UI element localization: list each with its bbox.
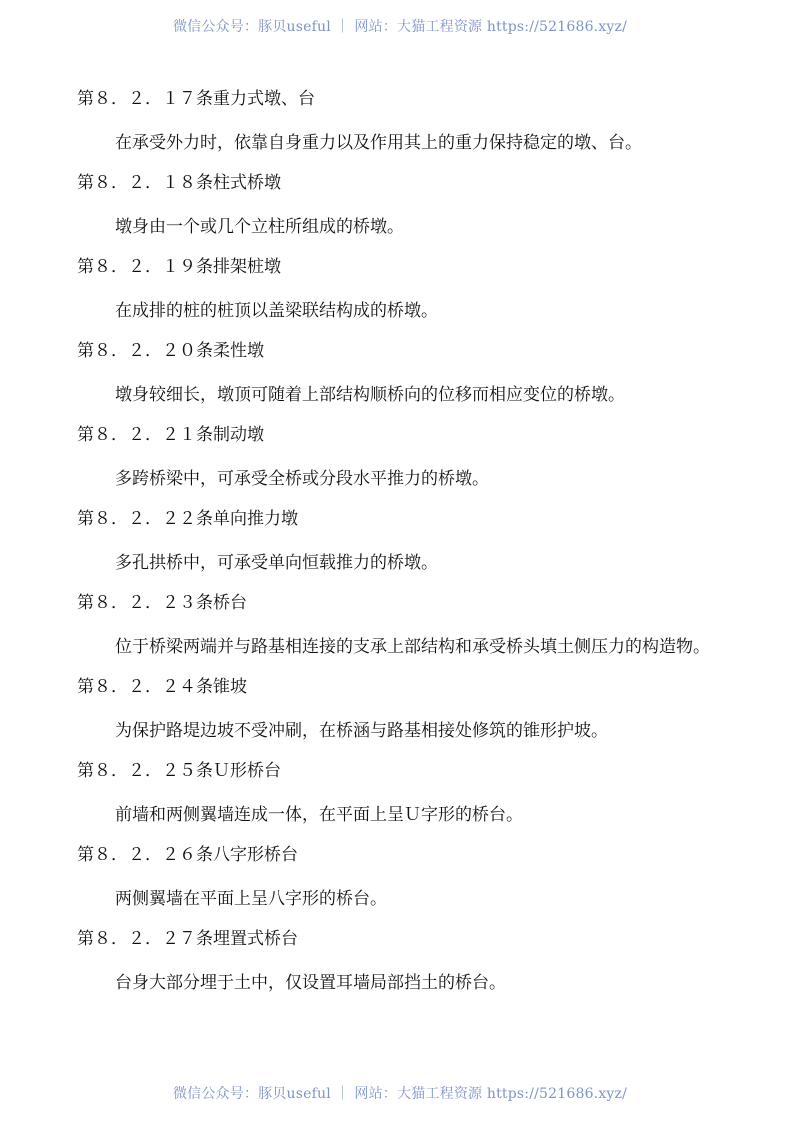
clause-text: 墩身由一个或几个立柱所组成的桥墩。 <box>115 217 404 237</box>
clause-text: 在承受外力时，依靠自身重力以及作用其上的重力保持稳定的墩、台。 <box>115 133 642 153</box>
clause-text: 在成排的桩的桩顶以盖梁联结构成的桥墩。 <box>115 301 438 321</box>
clause-8-2-20 <box>77 338 737 416</box>
clause-heading: 第８．２．２０条柔性墩 <box>77 341 264 361</box>
clause-8-2-17 <box>77 86 737 164</box>
clause-8-2-21 <box>77 422 737 500</box>
clause-text: 台身大部分埋于土中，仅设置耳墙局部挡土的桥台。 <box>115 973 506 993</box>
clause-8-2-18 <box>77 170 737 248</box>
clause-text: 多孔拱桥中，可承受单向恒载推力的桥墩。 <box>115 553 438 573</box>
clause-8-2-23 <box>77 590 737 668</box>
clause-text: 多跨桥梁中，可承受全桥或分段水平推力的桥墩。 <box>115 469 489 489</box>
clause-heading: 第８．２．２１条制动墩 <box>77 425 264 445</box>
clause-heading: 第８．２．１８条柱式桥墩 <box>77 173 281 193</box>
clause-8-2-19 <box>77 254 737 332</box>
clause-text: 前墙和两侧翼墙连成一体，在平面上呈Ｕ字形的桥台。 <box>115 805 523 825</box>
clause-heading: 第８．２．２３条桥台 <box>77 593 247 613</box>
clause-heading: 第８．２．２７条埋置式桥台 <box>77 929 298 949</box>
clause-heading: 第８．２．２４条锥坡 <box>77 677 247 697</box>
clause-heading: 第８．２．２５条Ｕ形桥台 <box>77 761 281 781</box>
clause-text: 墩身较细长，墩顶可随着上部结构顺桥向的位移而相应变位的桥墩。 <box>115 385 625 405</box>
clause-heading: 第８．２．１７条重力式墩、台 <box>77 89 315 109</box>
clause-text: 为保护路堤边坡不受冲刷，在桥涵与路基相接处修筑的锥形护坡。 <box>115 721 608 741</box>
clause-8-2-26 <box>77 842 737 920</box>
clause-heading: 第８．２．１９条排架桩墩 <box>77 257 281 277</box>
clause-text: 两侧翼墙在平面上呈八字形的桥台。 <box>115 889 387 909</box>
clause-heading: 第８．２．２２条单向推力墩 <box>77 509 298 529</box>
clause-8-2-27 <box>77 926 737 1004</box>
clause-8-2-24 <box>77 674 737 752</box>
clause-8-2-25 <box>77 758 737 836</box>
document-body <box>77 86 737 1010</box>
watermark-header: 微信公众号：豚贝useful ｜ 网站：大猫工程资源 https://521686.xyz/ <box>172 19 628 35</box>
clause-heading: 第８．２．２６条八字形桥台 <box>77 845 298 865</box>
clause-8-2-22 <box>77 506 737 584</box>
clause-text: 位于桥梁两端并与路基相连接的支承上部结构和承受桥头填土侧压力的构造物。 <box>115 637 710 657</box>
watermark-footer: 微信公众号：豚贝useful ｜ 网站：大猫工程资源 https://521686.xyz/ <box>172 1086 628 1102</box>
